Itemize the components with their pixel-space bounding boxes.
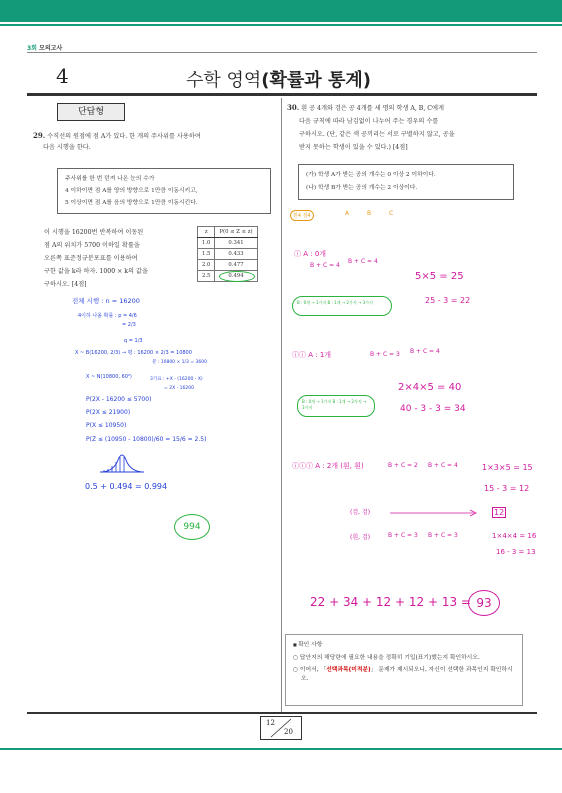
current-page: 12: [266, 719, 275, 727]
notice-item-1: ○ 답안지의 해당란에 필요한 내용을 정확히 기입(표기)했는지 확인하시오.: [293, 654, 515, 663]
hw-case3-label: ⓘⓘⓘ A : 2개 (흰, 흰): [292, 462, 364, 470]
exam-number: 3회: [27, 45, 37, 52]
notice-title: ■ 확인 사항: [293, 640, 515, 650]
exam-tag: [27, 43, 62, 52]
hw-case2-bc-black: B + C = 4: [410, 348, 440, 355]
hw-prob-1: P(2X - 16200 ≤ 5700): [86, 396, 152, 403]
q30-line-1: 흰 공 4개와 검은 공 4개를 세 명의 학생 A, B, C에게: [301, 105, 444, 112]
hw-case3-last-bc-black: B + C = 3: [428, 532, 458, 539]
footer-line: [0, 748, 562, 750]
bell-curve-sketch: [100, 452, 144, 476]
q29-line-1: 수직선의 원점에 점 A가 있다. 한 개의 주사위를 사용하여: [47, 133, 201, 140]
green-circle-mark: [219, 271, 255, 282]
period-number: 4: [56, 64, 69, 88]
q30-line-2: 다음 규칙에 따라 남김없이 나누어 주는 경우의 수를: [299, 118, 439, 125]
condition-na: (나) 학생 B가 받는 공의 개수는 2 이상이다.: [306, 185, 418, 191]
table-row: [198, 260, 258, 271]
subject-title: [186, 66, 371, 92]
q29-body-1: 이 시행을 16200번 반복하여 이동된: [44, 229, 144, 236]
hw-prob: 4이하 나올 확률 : p = 4/6: [78, 313, 137, 319]
hw-abc: A B C: [345, 210, 402, 217]
hw-q: q = 1/3: [124, 338, 143, 344]
q29-answer-circle: 994: [174, 514, 210, 540]
q30-number: 30.: [287, 103, 300, 112]
subject-bold: (확률과 통계): [261, 70, 371, 91]
q29-rule-box: [57, 168, 271, 214]
p-value: 0.341: [215, 238, 257, 249]
hw-normal: X ~ N(10800, 60²): [86, 374, 132, 380]
z-value: 1.5: [198, 249, 215, 260]
hw-case3-last-bc-white: B + C = 3: [388, 532, 418, 539]
q29-body: [44, 226, 194, 291]
hw-case1-label: ⓘ A : 0개: [294, 250, 327, 258]
total-pages: 20: [284, 728, 293, 736]
hw-variance: 분 : 10800 × 1/3 = 3600: [152, 360, 207, 365]
hw-case1-bc-black: B + C = 4: [348, 258, 378, 265]
p-value: 0.477: [215, 260, 257, 271]
q29-body-4: 구한 값을 k라 하자. 1000 × k의 값을: [44, 268, 148, 275]
subject-plain: 수학 영역: [186, 70, 262, 91]
hw-position: 3기표 : +X - (16200 - X): [150, 377, 203, 382]
question-29: [33, 130, 273, 153]
q30-line-4: 받지 못하는 학생이 있을 수 있다.) [4점]: [299, 144, 408, 151]
p-value-circled: 0.494: [228, 273, 244, 279]
q30-answer-circle: 93: [468, 590, 500, 616]
header-rule: [27, 52, 537, 53]
rule-line-3: 5 이상이면 점 A를 음의 방향으로 1만큼 이동시킨다.: [65, 200, 198, 206]
hw-case1-exclusion: B : 0개 → 1가지 B : 1개 → 2가지 → 3가지: [292, 296, 392, 316]
condition-ga: (가) 학생 A가 받는 공의 개수는 0 이상 2 이하이다.: [306, 172, 436, 178]
exam-label: 모의고사: [36, 45, 63, 52]
hw-case3-white-black: (흰, 검): [350, 534, 371, 541]
q29-number: 29.: [33, 131, 46, 140]
hw-balls-bracket: 흰4 검4: [290, 210, 314, 221]
z-value: 2.0: [198, 260, 215, 271]
rule-line-2: 4 이하이면 점 A를 양의 방향으로 1만큼 이동시키고,: [65, 188, 198, 194]
hw-case3-last-product: 1×4×4 = 16: [492, 532, 537, 540]
hw-case3-black-black: (검, 검): [350, 509, 371, 516]
hw-prob-simplified: = 2/3: [122, 322, 136, 328]
z-table-header: P(0 ≤ Z ≤ z): [215, 227, 257, 238]
hw-case2-label: ⓘⓘ A : 1개: [292, 351, 332, 359]
q29-body-3: 오른쪽 표준정규분포표를 이용하여: [44, 255, 138, 262]
hw-total-sum: 22 + 34 + 12 + 12 + 13 =: [310, 595, 471, 609]
hw-case1-sub: 25 - 3 = 22: [425, 296, 471, 305]
bottom-rule: [27, 712, 537, 714]
page-indicator: [260, 716, 302, 740]
hw-position-2: = 2X - 16200: [164, 386, 194, 391]
z-table-header: z: [198, 227, 215, 238]
hw-case1-product: 5×5 = 25: [415, 271, 464, 282]
hw-case2-exclusion: B : 0개 → 1가지 B : 1개 → 2가지 → 3가지: [297, 395, 375, 417]
hw-binomial: X ~ B(16200, 2/3) → 평 : 16200 × 2/3 = 10800: [75, 350, 192, 356]
hw-prob-2: P(2X ≤ 21900): [86, 409, 131, 416]
short-answer-badge: 단답형: [57, 103, 125, 121]
top-banner-line: [0, 24, 562, 26]
question-30: [287, 101, 533, 154]
column-divider: [281, 98, 282, 712]
q29-body-2: 점 A의 위치가 5700 이하일 확률을: [44, 242, 140, 249]
z-value: 1.0: [198, 238, 215, 249]
notice-highlight: 선택과목(미적분): [326, 667, 371, 673]
p-value: [215, 271, 257, 282]
hw-case3-last-sub: 16 - 3 = 13: [496, 548, 536, 556]
arrow-to-answer: [390, 509, 480, 517]
hw-case2-product: 2×4×5 = 40: [398, 382, 462, 393]
hw-prob-3: P(X ≤ 10950): [86, 422, 127, 429]
hw-case3-bc-white: B + C = 2: [388, 462, 418, 469]
top-banner: [0, 0, 562, 22]
table-row: [198, 238, 258, 249]
q30-line-3: 구하시오. (단, 같은 색 공끼리는 서로 구별하지 않고, 공을: [299, 131, 455, 138]
hw-case3-sub: 15 - 3 = 12: [484, 484, 530, 493]
check-notice-box: [285, 634, 523, 706]
table-row: [198, 249, 258, 260]
hw-prob-4: P(Z ≤ (10950 - 10800)/60 = 15/6 = 2.5): [86, 436, 207, 443]
hw-case1-bc-white: B + C = 4: [310, 262, 340, 269]
hw-case3-bc-black: B + C = 4: [428, 462, 458, 469]
hw-trials: 전체 시행 : n = 16200: [72, 297, 140, 305]
hw-case2-bc-white: B + C = 3: [370, 351, 400, 358]
hw-case1-result: [425, 296, 470, 305]
p-value: 0.433: [215, 249, 257, 260]
notice-item-2: ○ 이어서, 「선택과목(미적분)」 문제가 제시되오니, 자신이 선택한 과목인지 확인하시오.: [293, 666, 515, 684]
hw-case3-product: 1×3×5 = 15: [482, 463, 533, 472]
table-row: [198, 271, 258, 282]
z-value: 2.5: [198, 271, 215, 282]
q30-condition-box: [298, 164, 514, 200]
hw-case3-mid-answer: 12: [494, 508, 505, 517]
q29-line-2: 다음 시행을 한다.: [43, 144, 91, 151]
title-rule: [27, 93, 537, 96]
z-table: [197, 226, 258, 282]
rule-line-1: 주사위를 한 번 던져 나온 눈의 수가: [65, 176, 155, 182]
q29-body-5: 구하시오. [4점]: [44, 281, 87, 288]
hw-final-calc: 0.5 + 0.494 = 0.994: [85, 482, 168, 491]
hw-case2-sub: 40 - 3 - 3 = 34: [400, 404, 466, 414]
